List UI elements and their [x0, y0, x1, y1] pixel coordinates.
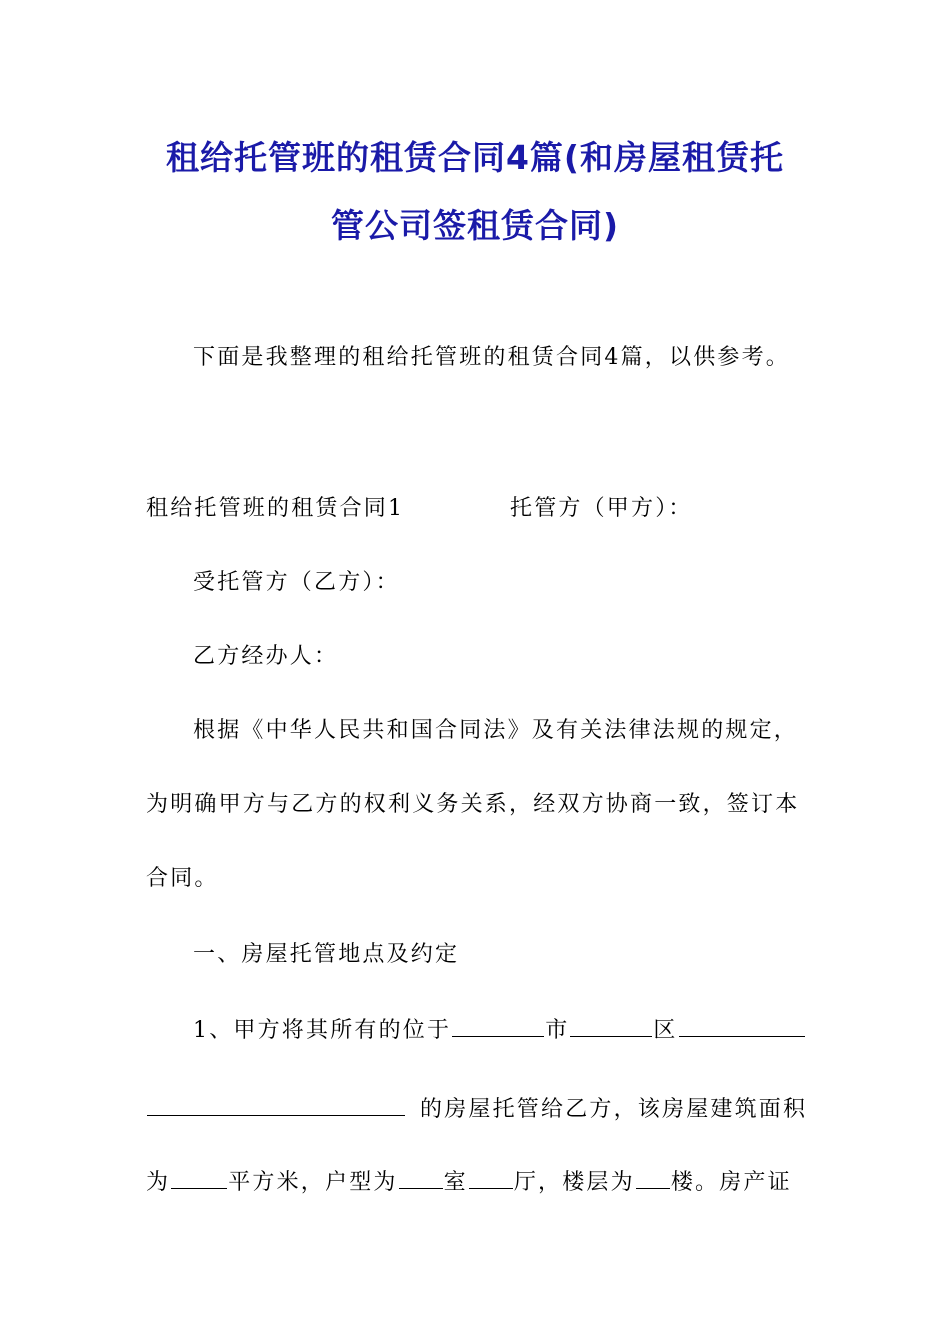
intro-text: 下面是我整理的租给托管班的租赁合同4篇，以供参考。 [193, 345, 790, 370]
section-1-heading: 一、房屋托管地点及约定 [193, 942, 460, 967]
paragraph-1-line-2: 为明确甲方与乙方的权利义务关系，经双方协商一致，签订本 [146, 792, 800, 817]
clause-1-district: 区 [653, 1018, 678, 1043]
party-a-label: 托管方（甲方）： [510, 496, 693, 521]
blank-halls[interactable] [469, 1166, 513, 1189]
clause-1-text-a: 1、甲方将其所有的位于 [193, 1018, 452, 1043]
document-title-line-1: 租给托管班的租赁合同4篇(和房屋租赁托 [165, 138, 785, 177]
blank-address-detail[interactable] [147, 1093, 405, 1116]
clause-1-line-3 [146, 1166, 792, 1198]
clause-1-text-c: 为 [146, 1170, 171, 1195]
contract-heading: 租给托管班的租赁合同1 [146, 496, 405, 521]
blank-address-end[interactable] [679, 1014, 805, 1037]
clause-1-room: 室 [443, 1170, 468, 1195]
agent-b-label: 乙方经办人： [193, 644, 339, 669]
paragraph-1-line-3: 合同。 [146, 866, 219, 891]
clause-1-line-1 [193, 1014, 806, 1046]
clause-1-floor: 楼。房产证 [670, 1170, 792, 1195]
blank-city[interactable] [452, 1014, 544, 1037]
paragraph-1-line-1: 根据《中华人民共和国合同法》及有关法律法规的规定， [193, 718, 799, 743]
clause-1-line-2 [146, 1093, 807, 1125]
clause-1-sqm: 平方米，户型为 [228, 1170, 398, 1195]
blank-rooms[interactable] [399, 1166, 443, 1189]
document-title-line-2: 管公司签租赁合同) [330, 206, 620, 245]
blank-floor[interactable] [636, 1166, 670, 1189]
blank-area[interactable] [171, 1166, 227, 1189]
clause-1-city: 市 [545, 1018, 570, 1043]
clause-1-text-b: 的房屋托管给乙方，该房屋建筑面积 [420, 1097, 808, 1122]
clause-1-hall: 厅，楼层为 [513, 1170, 635, 1195]
party-b-label: 受托管方（乙方）： [193, 570, 400, 595]
blank-district[interactable] [570, 1014, 652, 1037]
